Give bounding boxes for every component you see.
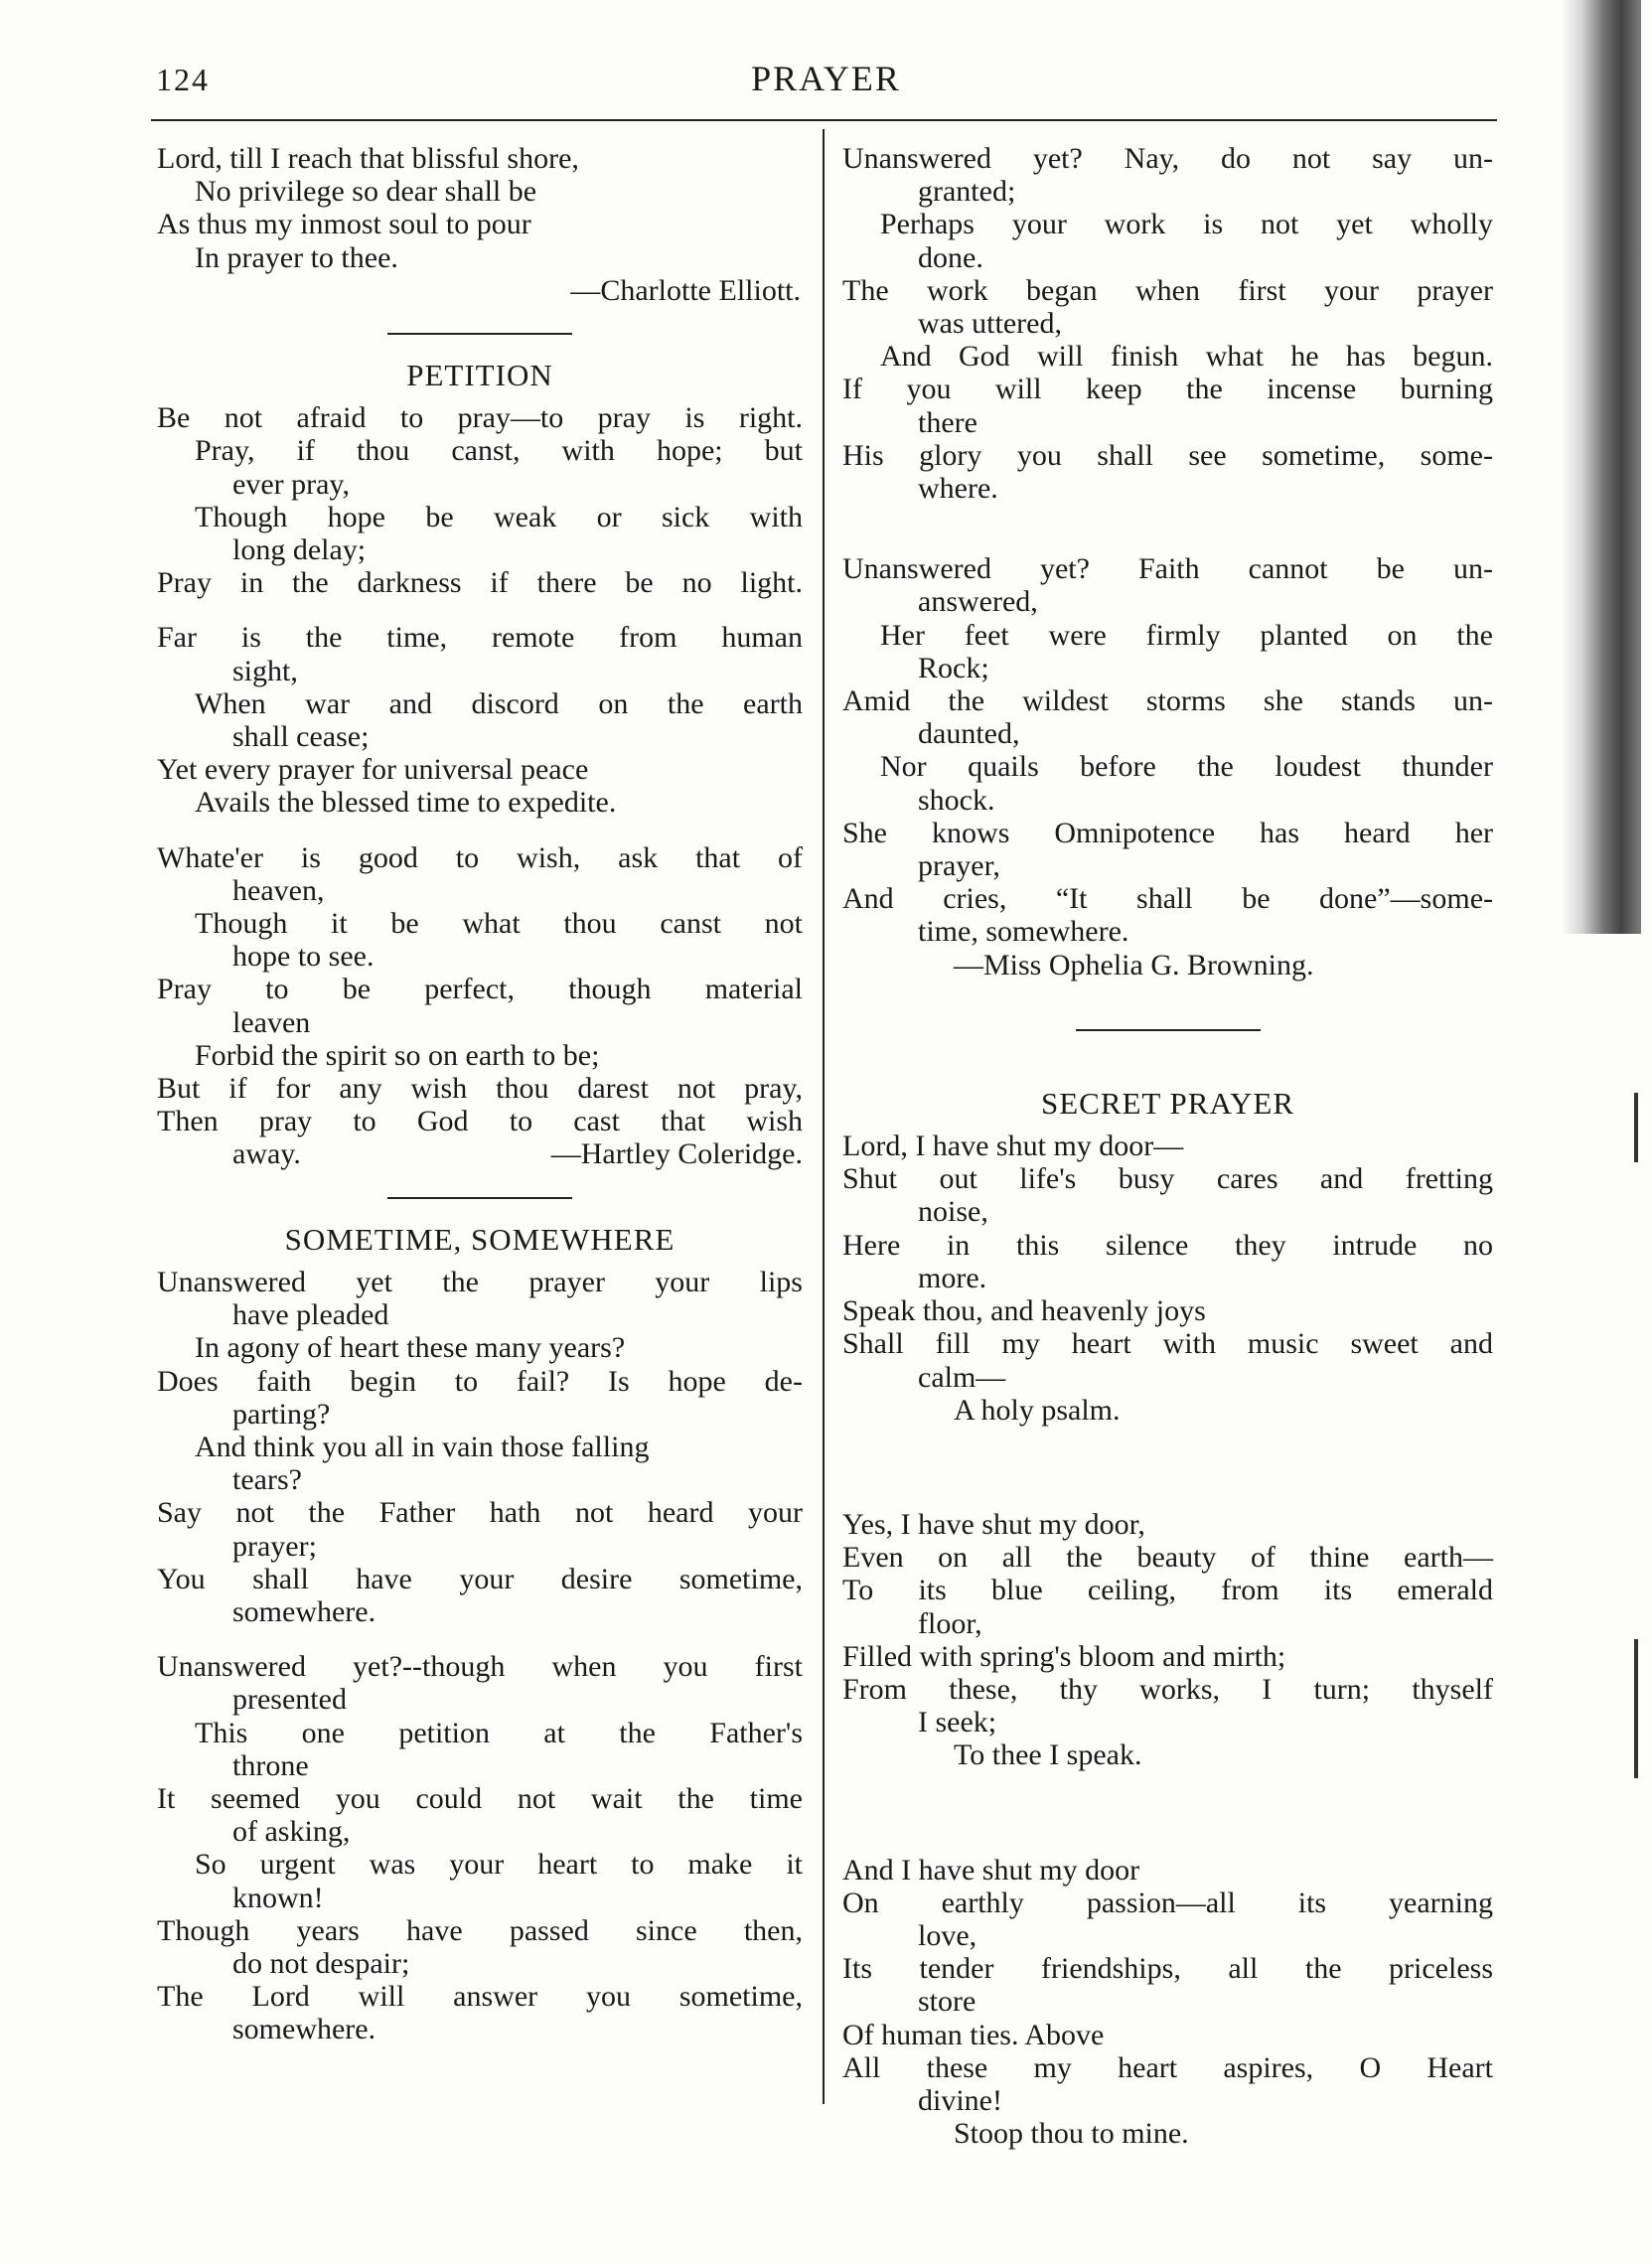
poem-line: daunted, <box>918 717 1020 751</box>
poem-line: calm— <box>918 1360 1006 1394</box>
poem-line: Say not the Father hath not heard your <box>157 1496 803 1530</box>
poem-line: Speak thou, and heavenly joys <box>842 1294 1206 1328</box>
poem-line: somewhere. <box>232 2013 376 2046</box>
poem-line: Whate'er is good to wish, ask that of <box>157 840 803 874</box>
running-head: PRAYER <box>751 59 901 98</box>
poem-line: shock. <box>918 783 995 817</box>
poem-line: No privilege so dear shall be <box>195 175 537 209</box>
poem-line: love, <box>918 1918 977 1952</box>
poem-line: have pleaded <box>232 1298 389 1332</box>
poem-line: Unanswered yet the prayer your lips <box>157 1265 803 1298</box>
poem-sometime-somewhere <box>157 1223 803 2046</box>
poem-line: Perhaps your work is not yet wholly <box>880 208 1493 241</box>
header-rule <box>151 119 1497 121</box>
poem-line: was uttered, <box>918 307 1062 341</box>
poem-line: throne <box>232 1748 309 1782</box>
poem-line: Shut out life's busy cares and fretting <box>842 1162 1493 1196</box>
poem-line: Nor quails before the loudest thunder <box>880 750 1493 784</box>
poem-line: Though years have passed since then, <box>157 1913 803 1947</box>
poem-line: Of human ties. Above <box>842 2018 1105 2051</box>
poem-line: Then pray to God to cast that wish <box>157 1105 803 1138</box>
poem-line: presented <box>232 1683 347 1717</box>
poem-attribution: —Miss Ophelia G. Browning. <box>954 948 1314 981</box>
poem-line: Though hope be weak or sick with <box>195 500 803 533</box>
poem-line: As thus my inmost soul to pour <box>157 208 531 241</box>
poem-line: Rock; <box>918 651 989 684</box>
poem-line: noise, <box>918 1195 988 1229</box>
poem-line: answered, <box>918 585 1038 619</box>
poem-title: SOMETIME, SOMEWHERE <box>284 1221 676 1257</box>
poem-line: Yes, I have shut my door, <box>842 1507 1145 1541</box>
poem-line: granted; <box>918 175 1016 209</box>
poem-line: sight, <box>232 654 298 687</box>
page-edge-shadow <box>1562 0 1641 934</box>
poem-line: Here in this silence they intrude no <box>842 1228 1493 1262</box>
poem-line: Amid the wildest storms she stands un- <box>842 684 1493 718</box>
poem-line: Unanswered yet? Faith cannot be un- <box>842 552 1493 586</box>
poem-line: And I have shut my door <box>842 1853 1140 1887</box>
poem-line: You shall have your desire sometime, <box>157 1562 803 1595</box>
poem-line: away. <box>232 1137 301 1171</box>
poem-line: long delay; <box>232 533 367 567</box>
poem-line: If you will keep the incense burning <box>842 373 1493 406</box>
poem-title: SECRET PRAYER <box>1040 1085 1295 1121</box>
poem-line: To its blue ceiling, from its emerald <box>842 1574 1493 1607</box>
poem-line: A holy psalm. <box>954 1393 1121 1427</box>
poem-title: PETITION <box>406 358 553 393</box>
poem-line: From these, thy works, I turn; thyself <box>842 1672 1493 1706</box>
poem-line: It seemed you could not wait the time <box>157 1781 803 1815</box>
poem-line: parting? <box>232 1397 331 1431</box>
poem-line: In prayer to thee. <box>195 240 398 274</box>
poem-line: And cries, “It shall be done”—some- <box>842 882 1493 916</box>
poem-line: Be not afraid to pray—to pray is right. <box>157 401 803 435</box>
poem-line: Avails the blessed time to expedite. <box>195 786 617 820</box>
poem-line: ever pray, <box>232 467 350 501</box>
poem-line: divine! <box>918 2083 1002 2117</box>
left-column <box>157 142 803 2046</box>
poem-line: Shall fill my heart with music sweet and <box>842 1327 1493 1361</box>
poem-line: Filled with spring's bloom and mirth; <box>842 1639 1286 1673</box>
poem-line: store <box>918 1985 976 2019</box>
poem-line: Unanswered yet? Nay, do not say un- <box>842 142 1493 175</box>
poem-line: where. <box>918 472 998 506</box>
poem-line: To thee I speak. <box>954 1738 1142 1772</box>
poem-line: In agony of heart these many years? <box>195 1331 626 1365</box>
poem-line: Far is the time, remote from human <box>157 621 803 655</box>
poem-secret-prayer <box>842 1087 1493 2150</box>
poem-line: Stoop thou to mine. <box>954 2117 1189 2151</box>
poem-line: His glory you shall see sometime, some- <box>842 438 1493 472</box>
page-edge-mark <box>1634 1639 1638 1778</box>
poem-line: hope to see. <box>232 940 375 974</box>
poem-line: I seek; <box>918 1706 997 1739</box>
poem-line: So urgent was your heart to make it <box>195 1848 803 1882</box>
poem-line: Forbid the spirit so on earth to be; <box>195 1038 600 1072</box>
poem-attribution: —Charlotte Elliott. <box>570 273 801 307</box>
poem-line: prayer; <box>232 1529 317 1563</box>
poem-line: When war and discord on the earth <box>195 686 803 720</box>
poem-line: Pray to be perfect, though material <box>157 973 803 1006</box>
continued-poem <box>157 142 803 307</box>
poem-line: time, somewhere. <box>918 915 1129 949</box>
poem-line: heaven, <box>232 873 325 907</box>
poem-attribution: —Hartley Coleridge. <box>550 1137 803 1171</box>
poem-line: floor, <box>918 1606 982 1640</box>
poem-line: leaven <box>232 1005 311 1039</box>
poem-sometime-somewhere-cont <box>842 142 1493 981</box>
poem-line: somewhere. <box>232 1594 376 1628</box>
column-divider <box>823 129 825 2104</box>
poem-line: do not despair; <box>232 1946 410 1980</box>
poem-line: of asking, <box>232 1815 351 1849</box>
poem-line: Even on all the beauty of thine earth— <box>842 1541 1493 1575</box>
poem-line: She knows Omnipotence has heard her <box>842 816 1493 849</box>
poem-line: Lord, till I reach that blissful shore, <box>157 142 579 175</box>
poem-line: Lord, I have shut my door— <box>842 1130 1184 1163</box>
poem-line: prayer, <box>918 849 1000 883</box>
poem-line: Pray, if thou canst, with hope; but <box>195 434 803 468</box>
poem-line: known! <box>232 1881 324 1914</box>
poem-line: there <box>918 405 977 439</box>
section-divider <box>387 1197 572 1199</box>
poem-line: shall cease; <box>232 720 370 754</box>
poem-line: Unanswered yet?--though when you first <box>157 1650 803 1684</box>
poem-petition <box>157 359 803 1171</box>
poem-line: Her feet were firmly planted on the <box>880 618 1493 652</box>
poem-line: more. <box>918 1261 987 1294</box>
poem-line: Though it be what thou canst not <box>195 907 803 941</box>
poem-line: But if for any wish thou darest not pray, <box>157 1072 803 1106</box>
poem-line: The Lord will answer you sometime, <box>157 1980 803 2014</box>
section-divider <box>1076 1029 1261 1031</box>
poem-line: All these my heart aspires, O Heart <box>842 2050 1493 2084</box>
poem-line: On earthly passion—all its yearning <box>842 1886 1493 1919</box>
poem-line: Its tender friendships, all the priceless <box>842 1952 1493 1986</box>
page-number: 124 <box>156 62 210 97</box>
section-divider <box>387 333 572 335</box>
poem-line: Pray in the darkness if there be no light. <box>157 566 803 600</box>
poem-line: done. <box>918 240 983 274</box>
poem-last-line <box>157 1137 803 1170</box>
poem-line: This one petition at the Father's <box>195 1716 803 1749</box>
poem-line: And think you all in vain those falling <box>195 1430 650 1463</box>
page-edge-mark <box>1634 1093 1638 1162</box>
poem-line: And God will finish what he has begun. <box>880 340 1493 374</box>
poem-line: The work began when first your prayer <box>842 273 1493 307</box>
right-column <box>842 142 1493 2150</box>
poem-line: Yet every prayer for universal peace <box>157 753 589 787</box>
poem-line: Does faith begin to fail? Is hope de- <box>157 1364 803 1398</box>
poem-line: tears? <box>232 1463 302 1497</box>
